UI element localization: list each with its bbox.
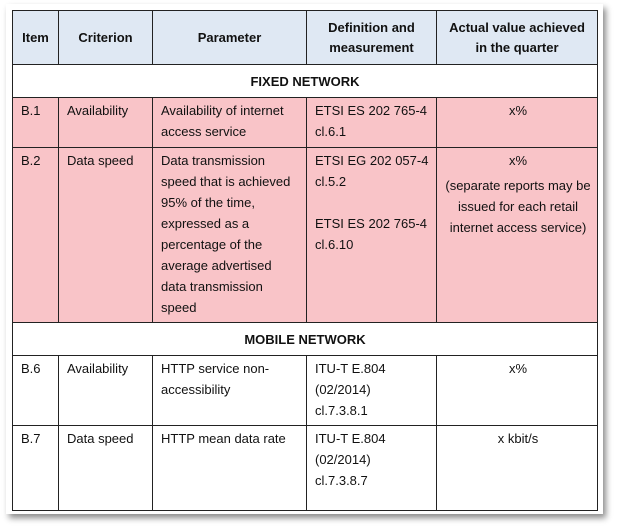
cell-item <box>13 148 59 323</box>
header-actual-text: Actual value achieved in the quarter <box>449 19 585 55</box>
qos-table-container <box>12 10 600 511</box>
table-row <box>13 148 598 323</box>
cell-actual <box>437 98 598 148</box>
table-row <box>13 356 598 426</box>
header-row <box>13 11 598 65</box>
section-title-mobile: MOBILE NETWORK <box>13 323 598 356</box>
definition-text-secondary: ETSI ES 202 765-4 cl.6.10 <box>315 216 428 252</box>
cell-criterion <box>59 98 153 148</box>
parameter-text: HTTP mean data rate <box>161 431 286 446</box>
header-criterion: Criterion <box>59 11 153 65</box>
parameter-text: Availability of internet access service <box>161 103 284 139</box>
criterion-text: Data speed <box>67 153 134 168</box>
cell-criterion <box>59 426 153 511</box>
item-text: B.1 <box>21 103 41 118</box>
cell-actual <box>437 426 598 511</box>
header-definition <box>307 11 437 65</box>
actual-text: x kbit/s <box>497 431 539 446</box>
item-text: B.7 <box>21 431 41 446</box>
actual-text: x% <box>508 361 528 376</box>
cell-criterion <box>59 148 153 323</box>
actual-note: (separate reports may be issued for each retail internet access service) <box>445 178 591 235</box>
cell-definition <box>307 98 437 148</box>
cell-criterion <box>59 356 153 426</box>
header-definition-text: Definition and measurement <box>328 19 415 55</box>
criterion-text: Data speed <box>67 431 134 446</box>
header-actual <box>437 11 598 65</box>
header-item: Item <box>13 11 59 65</box>
header-parameter: Parameter <box>153 11 307 65</box>
item-text: B.6 <box>21 361 41 376</box>
cell-actual <box>437 356 598 426</box>
actual-text: x% <box>508 153 528 168</box>
definition-text: ETSI EG 202 057-4 cl.5.2 <box>315 153 429 189</box>
definition-text: ITU-T E.804 (02/2014) cl.7.3.8.1 <box>315 361 386 418</box>
definition-text: ITU-T E.804 (02/2014) cl.7.3.8.7 <box>315 431 386 488</box>
section-title-fixed: FIXED NETWORK <box>13 65 598 98</box>
cell-parameter <box>153 148 307 323</box>
cell-definition <box>307 356 437 426</box>
section-row-fixed <box>13 65 598 98</box>
cell-parameter <box>153 356 307 426</box>
parameter-text: HTTP service non-accessibility <box>161 361 270 397</box>
cell-parameter <box>153 98 307 148</box>
parameter-text: Data transmission speed that is achieved 95% of the time, expressed as a percentage of the average advertised data transmission speed <box>161 153 291 315</box>
criterion-text: Availability <box>67 361 129 376</box>
qos-parameters-table <box>12 10 598 511</box>
item-text: B.2 <box>21 153 41 168</box>
cell-item <box>13 356 59 426</box>
table-row <box>13 98 598 148</box>
cell-parameter <box>153 426 307 511</box>
definition-text: ETSI ES 202 765-4 cl.6.1 <box>315 103 428 139</box>
cell-definition <box>307 426 437 511</box>
section-row-mobile <box>13 323 598 356</box>
cell-item <box>13 98 59 148</box>
cell-definition <box>307 148 437 323</box>
criterion-text: Availability <box>67 103 129 118</box>
cell-actual <box>437 148 598 323</box>
actual-text: x% <box>508 103 528 118</box>
cell-item <box>13 426 59 511</box>
table-row <box>13 426 598 511</box>
